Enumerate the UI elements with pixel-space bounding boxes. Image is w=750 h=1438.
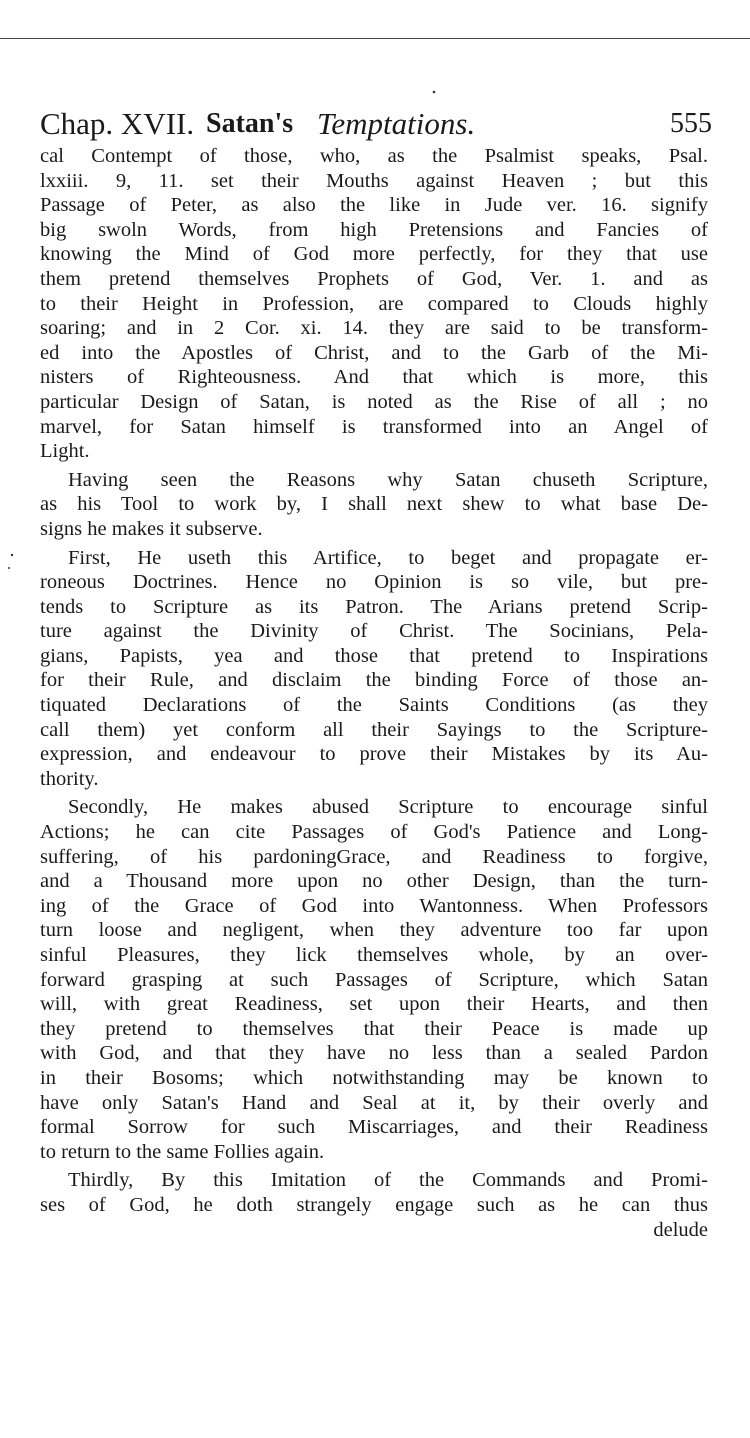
text-line: them pretend themselves Prophets of God, Ver. 1. and as: [40, 267, 708, 290]
text-line: have only Satan's Hand and Seal at it, by their overly and: [40, 1091, 708, 1114]
text-line: in their Bosoms; which notwithstanding may be known to: [40, 1066, 708, 1089]
paragraph-start-line: Having seen the Reasons why Satan chuseth Scripture,: [68, 468, 708, 491]
text-line: ed into the Apostles of Christ, and to the Garb of the Mi-: [40, 341, 708, 364]
running-title-temptations: Temptations.: [317, 106, 476, 141]
text-line: tiquated Declarations of the Saints Conditions (as they: [40, 694, 708, 717]
text-line: lxxiii. 9, 11. set their Mouths against Heaven ; but this: [40, 169, 708, 192]
text-line: ses of God, he doth strangely engage such as he can thus: [40, 1193, 708, 1216]
text-line: formal Sorrow for such Miscarriages, and their Readiness: [40, 1116, 708, 1139]
text-line: ing of the Grace of God into Wantonness. When Professors: [40, 894, 708, 917]
text-line: sinful Pleasures, they lick themselves whole, by an over-: [40, 944, 708, 966]
paragraph-start-line: First, He useth this Artifice, to beget and propagate er-: [68, 546, 708, 569]
text-line: expression, and endeavour to prove their Mistakes by its Au-: [40, 743, 708, 766]
text-line: Passage of Peter, as also the like in Jude ver. 16. signify: [40, 194, 708, 217]
text-line: as his Tool to work by, I shall next shew to what base De-: [40, 493, 708, 516]
running-header: [40, 104, 712, 144]
chapter-label: Chap. XVII.: [40, 106, 195, 141]
text-line: tends to Scripture as its Patron. The Arians pretend Scrip-: [40, 595, 708, 618]
running-title-satans: Satan's: [206, 108, 294, 139]
text-line: suffering, of his pardoningGrace, and Readiness to forgive,: [40, 845, 708, 868]
paragraph-start-line: Thirdly, By this Imitation of the Commands and Promi-: [68, 1169, 708, 1192]
text-line: gians, Papists, yea and those that pretend to Inspirations: [40, 644, 708, 667]
catchword: delude: [653, 1218, 708, 1241]
text-line: soaring; and in 2 Cor. xi. 14. they are said to be transform-: [40, 317, 708, 340]
text-line: roneous Doctrines. Hence no Opinion is so vile, but pre-: [40, 571, 708, 594]
text-line: they pretend to themselves that their Peace is made up: [40, 1017, 708, 1040]
text-line: particular Design of Satan, is noted as the Rise of all ; no: [40, 390, 708, 413]
text-line: marvel, for Satan himself is transformed into an Angel of: [40, 415, 708, 438]
text-line: turn loose and negligent, when they adventure too far upon: [40, 919, 708, 942]
text-line: big swoln Words, from high Pretensions and Fancies of: [40, 218, 708, 241]
text-line: cal Contempt of those, who, as the Psalmist speaks, Psal.: [40, 145, 708, 167]
page-number: 555: [670, 108, 712, 139]
text-line: forward grasping at such Passages of Scripture, which Satan: [40, 968, 708, 991]
text-line: thority.: [40, 767, 99, 790]
text-line: to their Height in Profession, are compared to Clouds highly: [40, 292, 708, 315]
text-line: call them) yet conform all their Sayings to the Scripture-: [40, 718, 708, 741]
text-line: and a Thousand more upon no other Design, than the turn-: [40, 870, 708, 893]
text-line: with God, and that they have no less than a sealed Pardon: [40, 1042, 708, 1065]
page-body-text: [40, 144, 708, 1242]
text-line: knowing the Mind of God more perfectly, for they that use: [40, 243, 708, 266]
text-line: to return to the same Follies again.: [40, 1140, 325, 1163]
text-line: nisters of Righteousness. And that which is more, this: [40, 366, 708, 389]
paragraph-start-line: Secondly, He makes abused Scripture to encourage sinful: [68, 796, 708, 819]
text-line: signs he makes it subserve.: [40, 517, 263, 540]
text-line: Actions; he can cite Passages of God's Patience and Long-: [40, 821, 708, 844]
top-rule: [0, 38, 750, 39]
text-line: for their Rule, and disclaim the binding Force of those an-: [40, 669, 708, 692]
text-line: will, with great Readiness, set upon their Hearts, and then: [40, 993, 708, 1016]
text-line: Light.: [40, 440, 90, 463]
text-line: ture against the Divinity of Christ. The Socinians, Pela-: [40, 620, 708, 643]
